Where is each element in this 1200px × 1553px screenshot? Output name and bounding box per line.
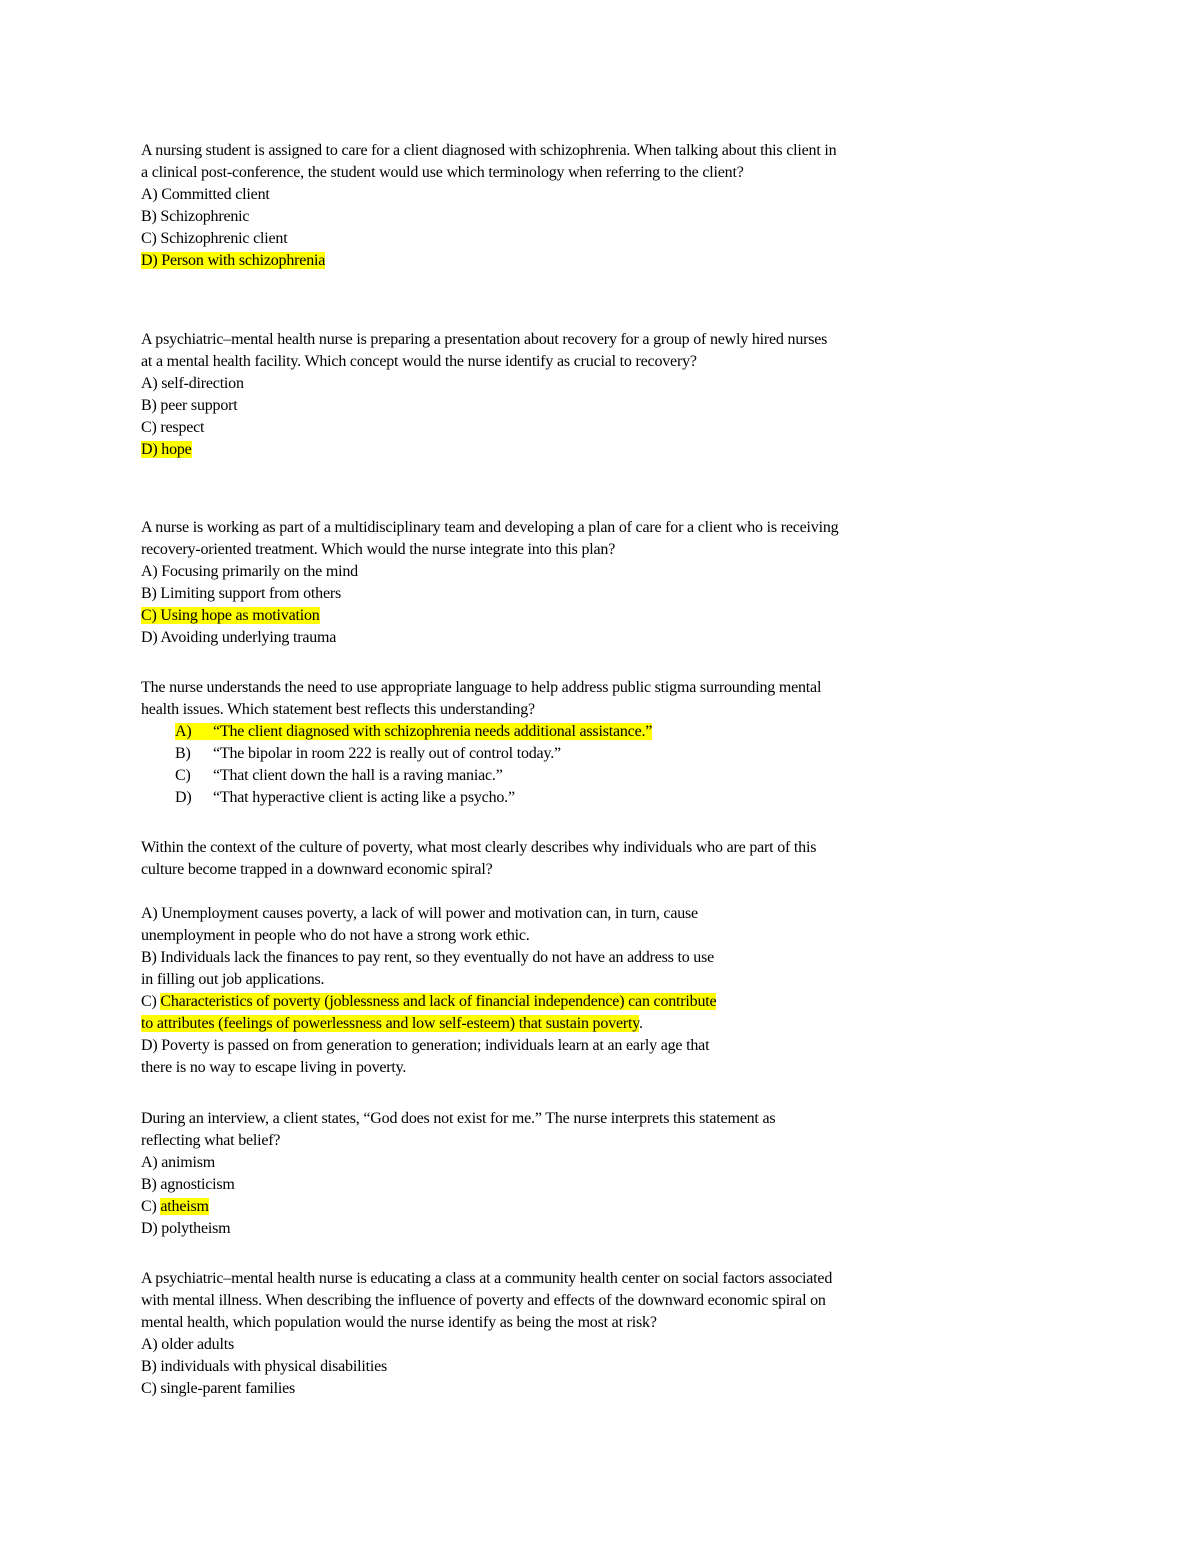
answer-option <box>141 787 921 809</box>
question-2 <box>141 329 921 461</box>
question-stem-line: A psychiatric–mental health nurse is educating a class at a community health center on social factors associated <box>141 1270 833 1287</box>
question-stem-line: at a mental health facility. Which concept would the nurse identify as crucial to recovery? <box>141 353 697 370</box>
question-stem-line: reflecting what belief? <box>141 1132 281 1149</box>
option-text: “That client down the hall is a raving maniac.” <box>213 767 503 784</box>
question-stem-line: A nursing student is assigned to care for a client diagnosed with schizophrenia. When talking about this client in <box>141 142 837 159</box>
question-5 <box>141 837 921 1079</box>
option-text: “The client diagnosed with schizophrenia needs additional assistance.” <box>213 723 653 740</box>
question-6 <box>141 1108 921 1240</box>
question-stem-line: with mental illness. When describing the influence of poverty and effects of the downward economic spiral on <box>141 1292 826 1309</box>
question-4 <box>141 677 921 809</box>
answer-option-continuation: there is no way to escape living in poverty. <box>141 1059 407 1076</box>
answer-option: A) Unemployment causes poverty, a lack of will power and motivation can, in turn, cause <box>141 905 698 922</box>
answer-option-highlighted <box>141 721 921 743</box>
answer-option: A) animism <box>141 1154 215 1171</box>
question-stem-line: recovery-oriented treatment. Which would the nurse integrate into this plan? <box>141 541 616 558</box>
answer-option-highlighted <box>141 1196 921 1218</box>
answer-highlight: D) Person with schizophrenia <box>141 252 326 269</box>
answer-option-highlighted <box>141 605 921 627</box>
answer-option: D) Poverty is passed on from generation to generation; individuals learn at an early age that <box>141 1037 710 1054</box>
answer-option: A) Focusing primarily on the mind <box>141 563 358 580</box>
answer-highlight: D) hope <box>141 441 192 458</box>
answer-option: D) Avoiding underlying trauma <box>141 629 337 646</box>
answer-highlight: C) Using hope as motivation <box>141 607 320 624</box>
answer-option <box>141 765 921 787</box>
answer-option: C) single-parent families <box>141 1380 296 1397</box>
answer-option-highlighted <box>141 250 921 272</box>
option-text: “That hyperactive client is acting like a psycho.” <box>213 789 515 806</box>
question-stem-line: mental health, which population would the nurse identify as being the most at risk? <box>141 1314 657 1331</box>
option-letter: C) <box>141 1198 161 1215</box>
option-letter: A) <box>175 723 192 740</box>
answer-highlight: atheism <box>160 1198 209 1215</box>
answer-highlight: Characteristics of poverty (joblessness and lack of financial independence) can contribute <box>160 993 717 1010</box>
question-stem-line: health issues. Which statement best reflects this understanding? <box>141 701 535 718</box>
question-stem-line: During an interview, a client states, “God does not exist for me.” The nurse interprets this statement as <box>141 1110 776 1127</box>
question-stem-line: Within the context of the culture of poverty, what most clearly describes why individuals who are part of this <box>141 839 817 856</box>
question-1 <box>141 140 921 272</box>
answer-highlight: to attributes (feelings of powerlessness and low self-esteem) that sustain poverty <box>141 1015 639 1032</box>
answer-option-continuation <box>141 1013 921 1035</box>
answer-option <box>141 743 921 765</box>
blank-line <box>141 881 921 903</box>
question-stem-line: culture become trapped in a downward economic spiral? <box>141 861 493 878</box>
answer-option: B) Individuals lack the finances to pay rent, so they eventually do not have an address to use <box>141 949 715 966</box>
option-text: “The bipolar in room 222 is really out of control today.” <box>213 745 561 762</box>
question-stem-line: a clinical post-conference, the student would use which terminology when referring to the client? <box>141 164 744 181</box>
answer-option: C) respect <box>141 419 205 436</box>
answer-option: B) Schizophrenic <box>141 208 250 225</box>
question-stem-line: A psychiatric–mental health nurse is preparing a presentation about recovery for a group of newly hired nurses <box>141 331 828 348</box>
answer-option: A) self-direction <box>141 375 244 392</box>
answer-highlight <box>175 723 652 740</box>
answer-option-highlighted <box>141 991 921 1013</box>
answer-option-highlighted <box>141 439 921 461</box>
option-letter: C) <box>141 993 161 1010</box>
option-letter: C) <box>175 767 191 784</box>
answer-option-continuation: unemployment in people who do not have a strong work ethic. <box>141 927 530 944</box>
option-period: . <box>638 1015 643 1032</box>
question-stem-line: A nurse is working as part of a multidisciplinary team and developing a plan of care for a client who is receiving <box>141 519 839 536</box>
answer-option: A) older adults <box>141 1336 234 1353</box>
option-letter: B) <box>175 745 191 762</box>
answer-option: B) Limiting support from others <box>141 585 342 602</box>
answer-option: B) agnosticism <box>141 1176 235 1193</box>
answer-option: C) Schizophrenic client <box>141 230 288 247</box>
question-7 <box>141 1268 921 1400</box>
answer-option: A) Committed client <box>141 186 270 203</box>
question-3 <box>141 517 921 649</box>
option-letter: D) <box>175 789 192 806</box>
question-stem-line: The nurse understands the need to use appropriate language to help address public stigma surrounding mental <box>141 679 822 696</box>
answer-option: D) polytheism <box>141 1220 231 1237</box>
answer-option: B) peer support <box>141 397 238 414</box>
answer-option: B) individuals with physical disabilities <box>141 1358 388 1375</box>
answer-option-continuation: in filling out job applications. <box>141 971 325 988</box>
